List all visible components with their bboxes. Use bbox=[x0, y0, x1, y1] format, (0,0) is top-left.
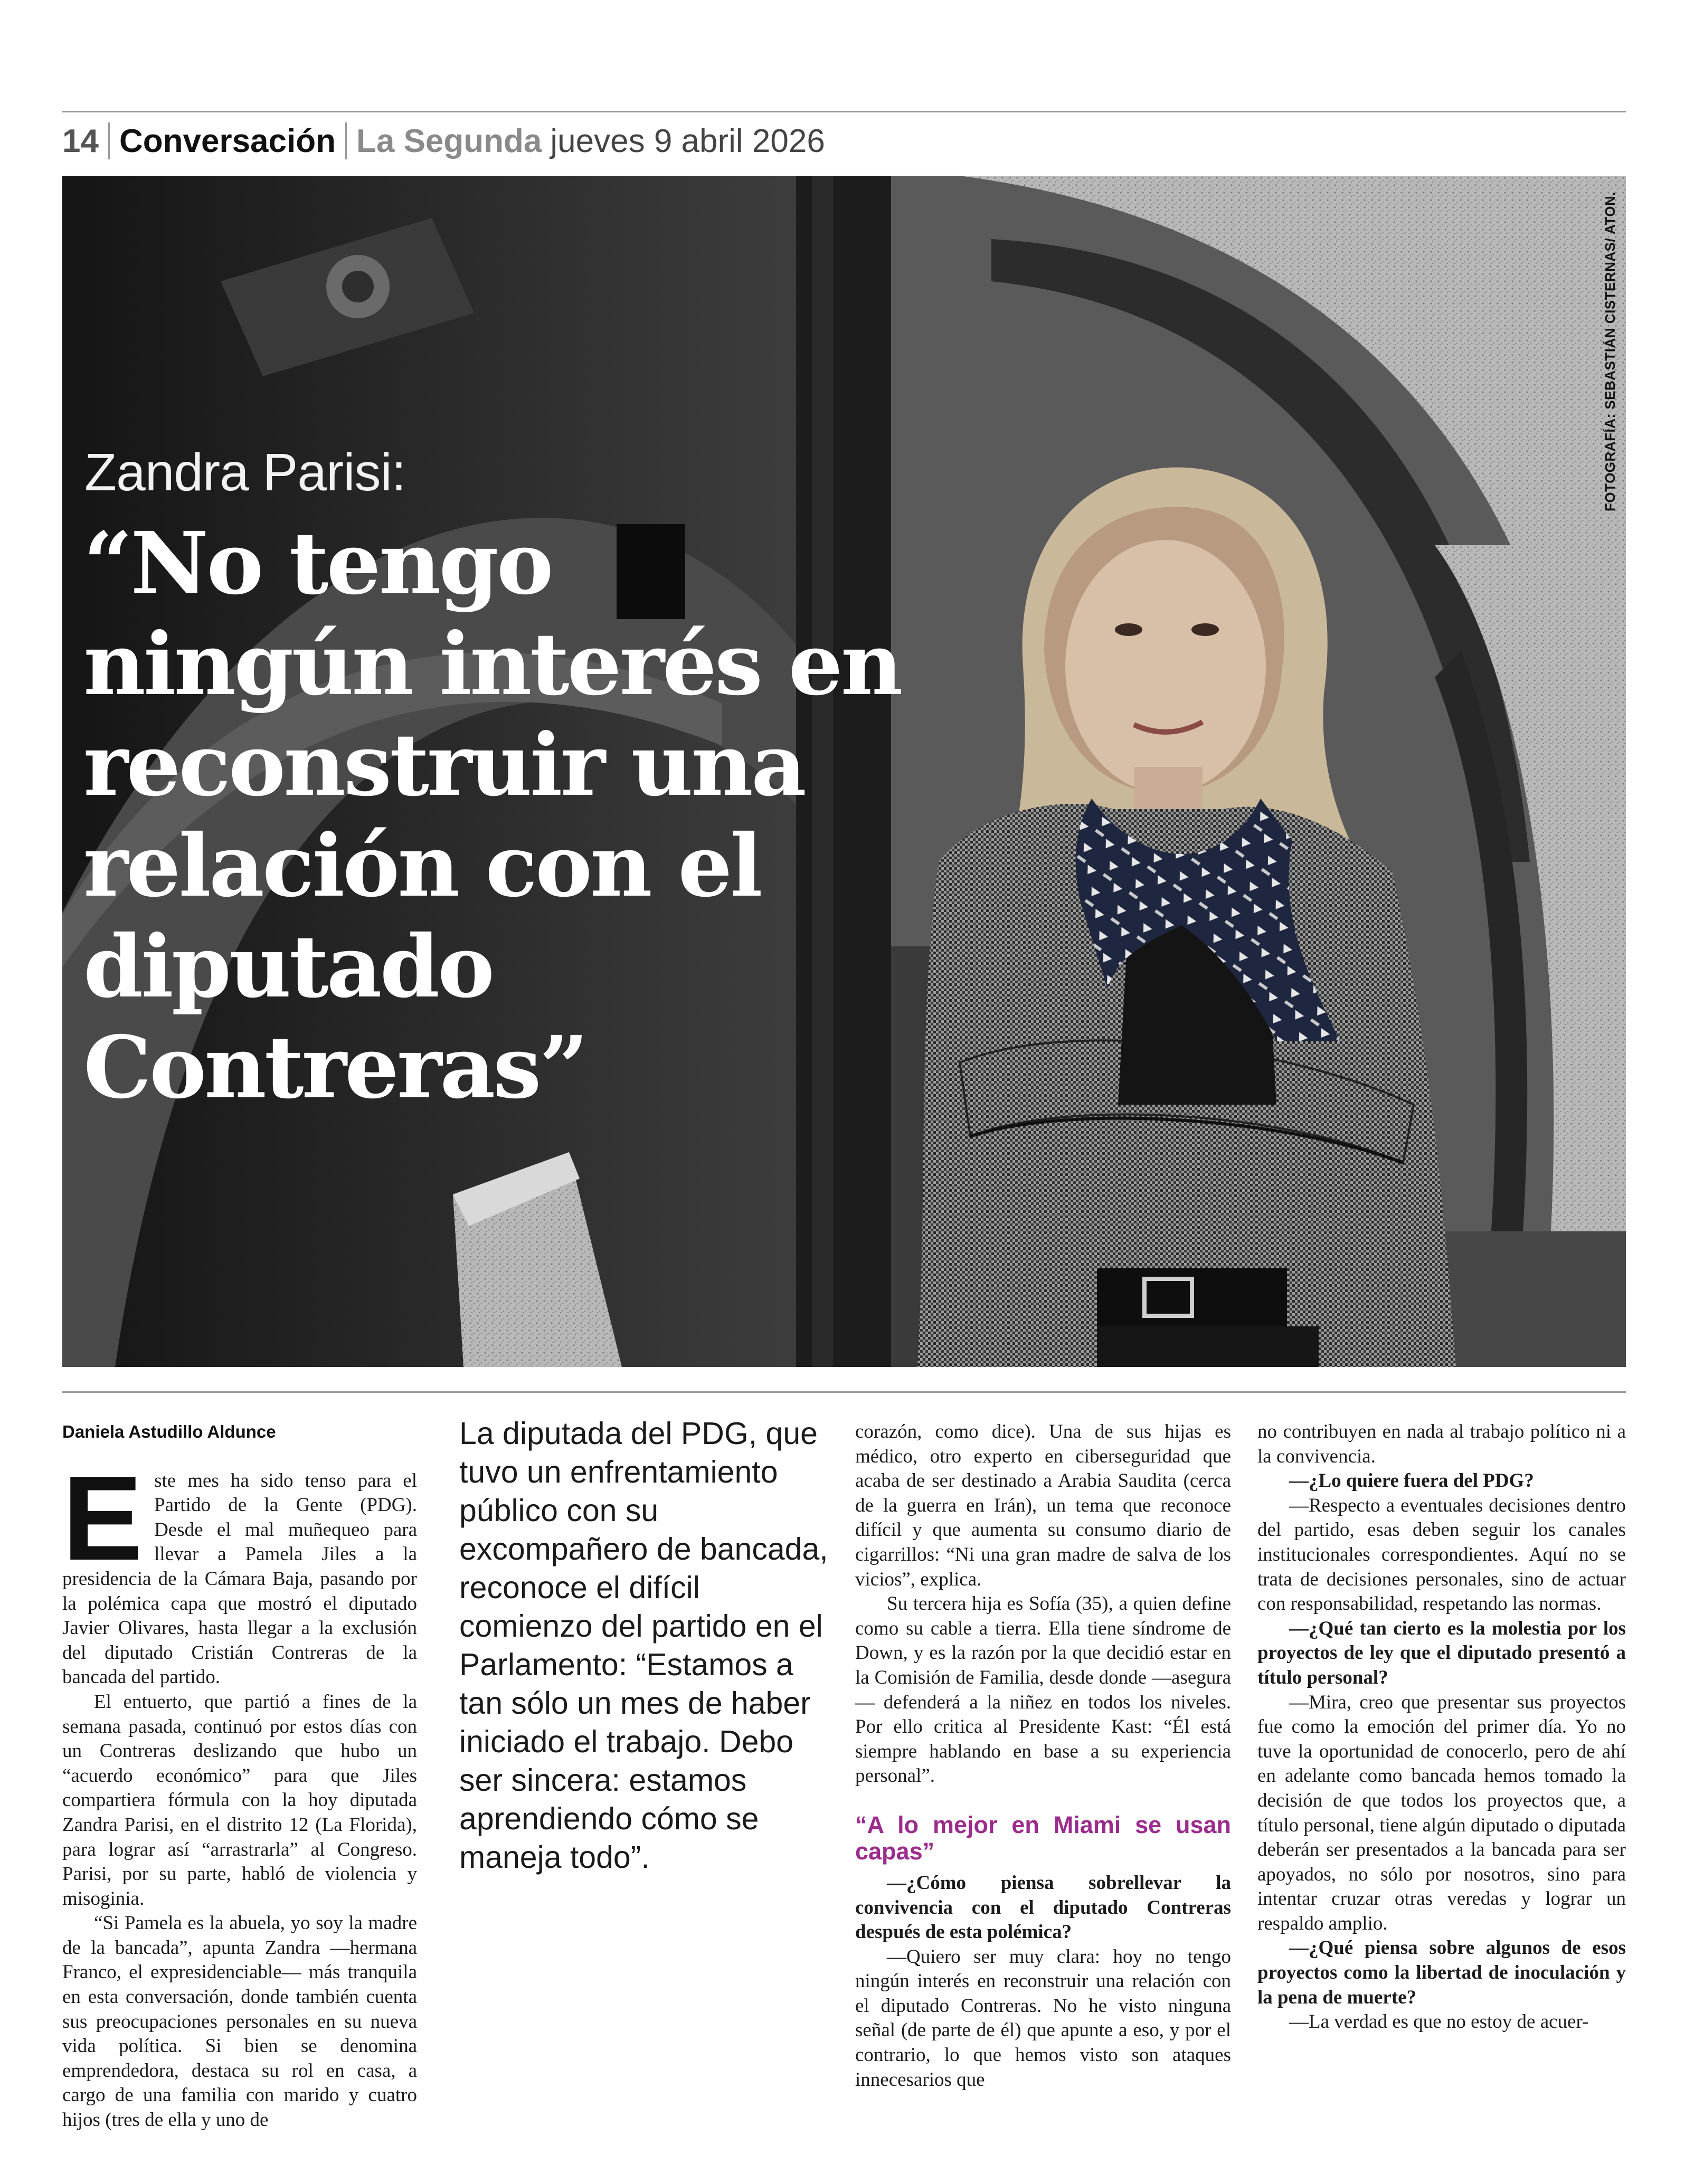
section-title: Conversación bbox=[119, 122, 336, 159]
photo-credit: FOTOGRAFÍA: SEBASTIÁN CISTERNAS/ ATON. bbox=[1602, 192, 1618, 511]
page-header bbox=[62, 117, 825, 165]
publication-name: La Segunda bbox=[356, 122, 542, 159]
page-number: 14 bbox=[62, 122, 99, 159]
section-rule bbox=[62, 1391, 1626, 1393]
byline: Daniela Astudillo Aldunce bbox=[62, 1422, 276, 1441]
article-paragraph: Este mes ha sido tenso para el Partido de la Gente (PDG). Desde el mal muñequeo para llevar a Pamela Jiles a la presidencia de la Cámara Baja, pasando por la polémica capa que mostró el diputado Javier Olivares, hasta llegar a la exclusión del diputado Cristián Contreras de la bancada del partido. bbox=[62, 1451, 417, 1688]
pull-quote: La diputada del PDG, que tuvo un enfrentamiento público con su excompañero de bancada, reconoce el difícil comienzo del partido en el Parlamento: “Estamos a tan sólo un mes de haber iniciado el trabajo. Debo ser sincera: estamos aprendiendo cómo se maneja todo”. bbox=[459, 1416, 828, 1875]
headline-kicker: Zandra Parisi: bbox=[84, 443, 406, 502]
interview-question: —¿Qué piensa sobre algunos de esos proyectos como la libertad de inoculación y la pena de muerte? bbox=[1257, 1937, 1626, 2008]
headline: “No tengo ningún interés en reconstruir una relación con el diputado Contreras” bbox=[83, 514, 901, 1118]
article-column-4 bbox=[1257, 1420, 1626, 2035]
article-paragraph: “Si Pamela es la abuela, yo soy la madre de la bancada”, apunta Zandra —hermana Franco, el expresidenciable— más tranquila en esta conversación, donde también cuenta sus preocupaciones personales en su nueva vida política. Si bien se denomina emprendedora, destaca su rol en casa, a cargo de una familia con marido y cuatro hijos (tres de ella y uno de bbox=[62, 1912, 417, 2131]
article-column-2 bbox=[459, 1416, 829, 1877]
interview-answer: —Mira, creo que presentar sus proyectos fue como la emoción del primer día. Yo no tuve la oportunidad de conocerlo, pero de ahí en adelante como bancada hemos tomado la decisión de que todos los proyectos que, a título personal, tiene algún diputado o diputada deberán ser presentados a la bancada para ser apoyados, no sólo por nosotros, sino para intentar cruzar otras veredas y lograr un respaldo amplio. bbox=[1257, 1691, 1626, 1934]
article-paragraph: El entuerto, que partió a fines de la semana pasada, continuó por estos días con un Contreras deslizando que hubo un “acuerdo económico” para que Jiles compartiera fórmula con la hoy diputada Zandra Parisi, en el distrito 12 (La Florida), para lograr así “arrastrarla” al Congreso. Parisi, por su parte, habló de violencia y misoginia. bbox=[62, 1691, 417, 1910]
issue-date: jueves 9 abril 2026 bbox=[550, 122, 825, 159]
drop-cap: E bbox=[62, 1451, 143, 1585]
article-paragraph: Su tercera hija es Sofía (35), a quien define como su cable a tierra. Ella tiene síndrome de Down, y es la razón por la que decidió estar en la Comisión de Familia, desde donde —asegura— defenderá a la niñez en todos los niveles. Por ello critica al Presidente Kast: “Él está siempre hablando en base a su experiencia personal”. bbox=[855, 1593, 1231, 1787]
interview-answer: —Quiero ser muy clara: hoy no tengo ningún interés en reconstruir una relación con el diputado Contreras. No he visto ninguna señal (de parte de él) que apunte a eso, y por el contrario, lo que hemos visto son ataques innecesarios que bbox=[855, 1945, 1231, 2091]
article-paragraph: corazón, como dice). Una de sus hijas es médico, otro experto en ciberseguridad que acaba de ser destinado a Arabia Saudita (cerca de la guerra en Irán), un tema que reconoce difícil y que aumenta su consumo diario de cigarrillos: “Ni una gran madre de salva de los vicios”, explica. bbox=[855, 1421, 1231, 1590]
interview-answer: —Respecto a eventuales decisiones dentro del partido, esas deben seguir los canales institucionales correspondientes. Aquí no se trata de decisiones personales, sino de actuar con responsabilidad, respetando las normas. bbox=[1257, 1494, 1626, 1615]
article-column-3 bbox=[855, 1420, 1231, 2092]
interview-question: —¿Qué tan cierto es la molestia por los proyectos de ley que el diputado presentó a título personal? bbox=[1257, 1617, 1626, 1688]
interview-question: —¿Cómo piensa sobrellevar la convivencia con el diputado Contreras después de esta polémica? bbox=[855, 1872, 1231, 1943]
interview-answer: no contribuyen en nada al trabajo político ni a la convivencia. bbox=[1257, 1421, 1626, 1467]
interview-answer: —La verdad es que no estoy de acuer- bbox=[1289, 2011, 1589, 2033]
hero-photo bbox=[62, 176, 1626, 1367]
article-column-1 bbox=[62, 1420, 417, 2133]
interview-question: —¿Lo quiere fuera del PDG? bbox=[1289, 1470, 1534, 1492]
section-subhead: “A lo mejor en Miami se usan capas” bbox=[855, 1811, 1231, 1865]
top-rule bbox=[62, 111, 1626, 112]
